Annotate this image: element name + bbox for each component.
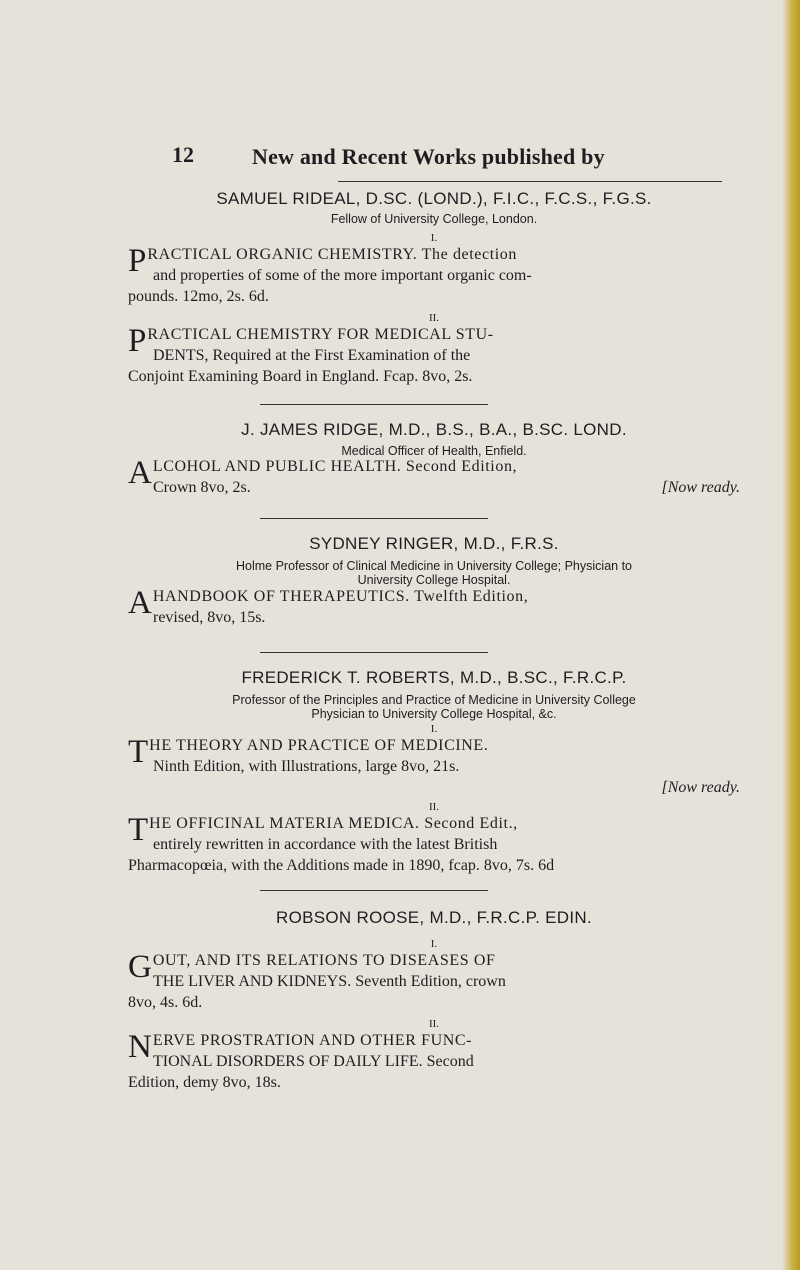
entry-line: Conjoint Examining Board in England. Fcap. 8vo, 2s. [128, 368, 473, 385]
book-entry [128, 813, 740, 876]
gilt-page-edge [782, 0, 800, 1270]
entry-line: revised, 8vo, 15s. [153, 609, 266, 626]
entry-line: 8vo, 4s. 6d. [128, 994, 203, 1011]
drop-cap: A [128, 585, 152, 621]
page-number: 12 [172, 142, 194, 167]
entry-line: TIONAL DISORDERS OF DAILY LIFE. Second [153, 1053, 474, 1070]
author-affiliation: Medical Officer of Health, Enfield. [341, 444, 527, 458]
entry-line: ERVE PROSTRATION AND OTHER FUNC- [152, 1032, 473, 1049]
entry-line: HANDBOOK OF THERAPEUTICS. Twelfth Edition, [152, 588, 529, 605]
entry-line-text: Crown 8vo, 2s. [153, 479, 251, 496]
drop-cap: P [128, 243, 147, 279]
entry-line: RACTICAL CHEMISTRY FOR MEDICAL STU- [147, 326, 494, 343]
section-rule [260, 890, 488, 891]
entry-line: THE LIVER AND KIDNEYS. Seventh Edition, crown [153, 973, 506, 990]
entry-line: LCOHOL AND PUBLIC HEALTH. Second Edition, [152, 458, 518, 475]
book-entry [128, 244, 740, 307]
entry-line: Ninth Edition, with Illustrations, large 8vo, 21s. [153, 758, 460, 775]
entry-line: entirely rewritten in accordance with the latest British [153, 836, 498, 853]
entry-line: HE THEORY AND PRACTICE OF MEDICINE. [149, 737, 489, 754]
entry-line: RACTICAL ORGANIC CHEMISTRY. The detection [147, 246, 517, 263]
author-affiliation: Professor of the Principles and Practice of Medicine in University College [232, 693, 636, 707]
entry-line: Pharmacopœia, with the Additions made in 1890, fcap. 8vo, 7s. 6d [128, 857, 555, 874]
author-affiliation: University College Hospital. [357, 573, 511, 587]
work-numeral: II. [428, 801, 440, 813]
drop-cap: P [128, 323, 147, 359]
book-page [128, 0, 740, 1270]
author-heading: SAMUEL RIDEAL, D.SC. (LOND.), F.I.C., F.C.S., F.G.S. [216, 189, 652, 208]
entry-line: and properties of some of the more important organic com- [153, 267, 532, 284]
work-numeral: I. [430, 938, 438, 950]
entry-line: pounds. 12mo, 2s. 6d. [128, 288, 269, 305]
book-entry [128, 950, 740, 1013]
entry-line [128, 477, 740, 498]
running-head [172, 136, 732, 168]
book-entry [128, 324, 740, 387]
drop-cap: T [128, 734, 149, 770]
entry-line: OUT, AND ITS RELATIONS TO DISEASES OF [152, 952, 496, 969]
work-numeral: II. [428, 312, 440, 324]
author-heading: SYDNEY RINGER, M.D., F.R.S. [309, 534, 559, 553]
section-rule [260, 652, 488, 653]
header-rule [338, 181, 722, 182]
status-now-ready: [Now ready. [661, 779, 740, 796]
book-entry [128, 456, 740, 498]
drop-cap: A [128, 455, 152, 491]
author-affiliation: Physician to University College Hospital, &c. [311, 707, 557, 721]
work-numeral: II. [428, 1018, 440, 1030]
entry-line: HE OFFICINAL MATERIA MEDICA. Second Edit., [149, 815, 518, 832]
running-title: New and Recent Works published by [252, 144, 605, 169]
author-heading: FREDERICK T. ROBERTS, M.D., B.SC., F.R.C.P. [241, 668, 627, 687]
entry-line: Edition, demy 8vo, 18s. [128, 1074, 281, 1091]
drop-cap: N [128, 1029, 152, 1065]
section-rule [260, 404, 488, 405]
author-affiliation: Holme Professor of Clinical Medicine in University College; Physician to [236, 559, 632, 573]
book-entry [128, 1030, 740, 1093]
author-heading: J. JAMES RIDGE, M.D., B.S., B.A., B.SC. LOND. [241, 420, 627, 439]
section-rule [260, 518, 488, 519]
author-heading: ROBSON ROOSE, M.D., F.R.C.P. EDIN. [276, 908, 592, 927]
book-entry [128, 735, 740, 798]
author-affiliation: Fellow of University College, London. [330, 212, 538, 226]
entry-line: DENTS, Required at the First Examination of the [153, 347, 471, 364]
work-numeral: I. [430, 232, 438, 244]
book-entry [128, 586, 740, 628]
status-now-ready: [Now ready. [661, 479, 740, 496]
work-numeral: I. [430, 723, 438, 735]
drop-cap: T [128, 812, 149, 848]
drop-cap: G [128, 949, 152, 985]
